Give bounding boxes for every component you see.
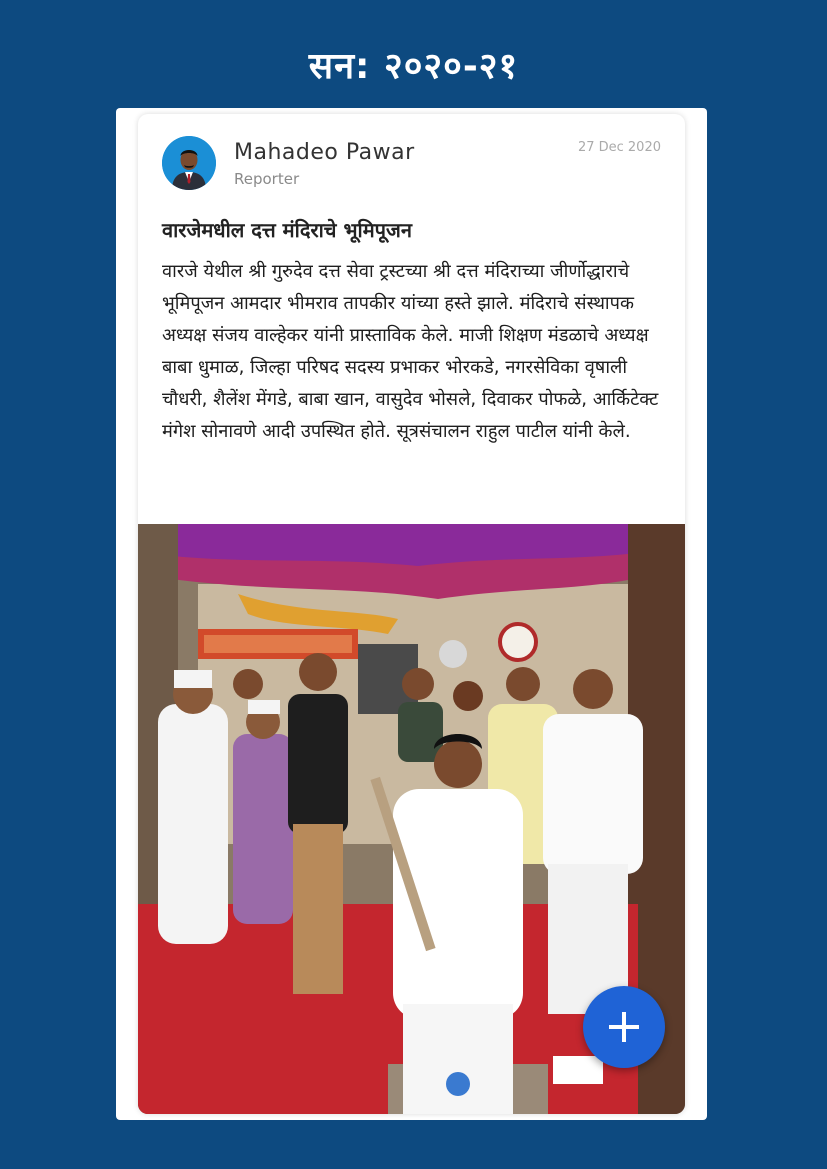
- person-icon: [162, 136, 216, 190]
- post-date: 27 Dec 2020: [577, 140, 661, 155]
- author-role: Reporter: [234, 170, 300, 188]
- author-name[interactable]: Mahadeo Pawar: [234, 140, 415, 165]
- page-heading: सन: २०२०-२१: [308, 46, 519, 87]
- news-post-card: [138, 114, 685, 1114]
- post-body: वारजे येथील श्री गुरुदेव दत्त सेवा ट्रस्टच्या श्री दत्त मंदिराच्या जीर्णोद्धाराचे भूमिपूजन आमदार भीमराव तापकीर यांच्या हस्ते झाले. मंदिराचे संस्थापक अध्यक्ष संजय वाल्हेकर यांनी प्रास्ताविक केले. माजी शिक्षण मंडळाचे अध्यक्ष बाबा धुमाळ, जिल्हा परिषद सदस्य प्रभाकर भोरकडे, नगरसेविका वृषाली चौधरी, शैलेंश मेंगडे, बाबा खान, वासुदेव भोसले, दिवाकर पोफळे, आर्किटेक्ट मंगेश सोनावणे आदी उपस्थित होते. सूत्रसंचालन राहुल पाटील यांनी केले.: [162, 261, 659, 442]
- post-title: वारजेमधील दत्त मंदिराचे भूमिपूजन: [162, 218, 412, 242]
- add-button[interactable]: [583, 986, 665, 1068]
- author-avatar[interactable]: [162, 136, 216, 190]
- plus-icon: [583, 986, 665, 1068]
